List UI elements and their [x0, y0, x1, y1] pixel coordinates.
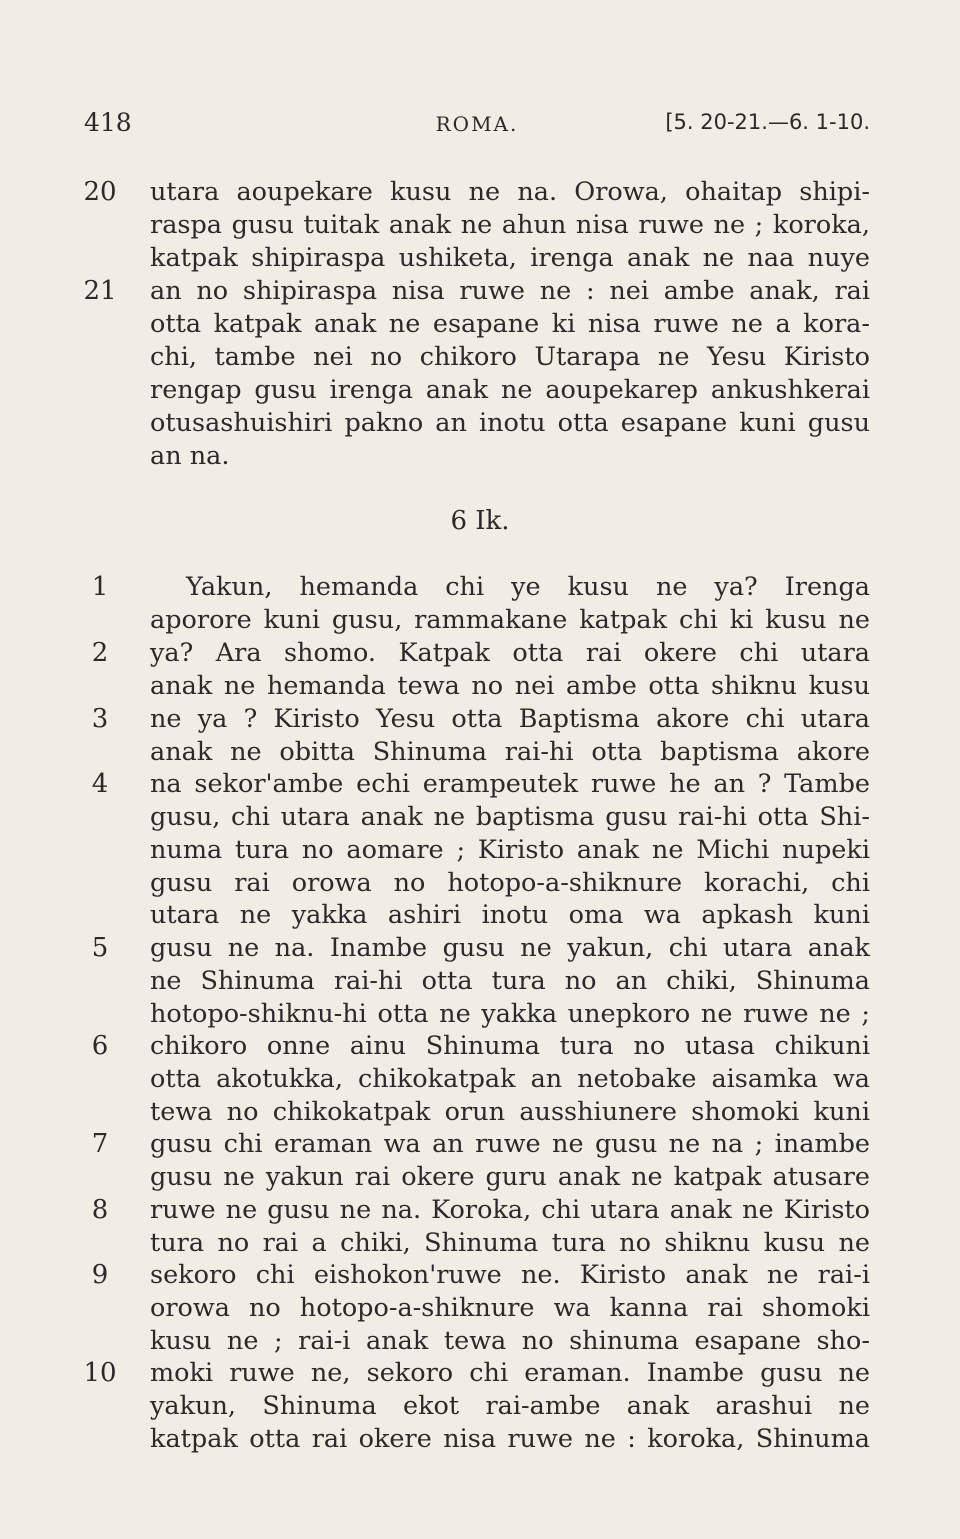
text-line: utara ne yakka ashiri inotu oma wa apkash kuni	[150, 900, 870, 930]
verse-number: 10	[83, 1358, 117, 1388]
text-line: otusashuishiri pakno an inotu otta esapane kuni gusu	[150, 408, 870, 438]
text-line: ne Shinuma rai-hi otta tura no an chiki, Shinuma	[150, 966, 870, 996]
text-line: yakun, Shinuma ekot rai-ambe anak arashui ne	[150, 1391, 870, 1421]
verse-number: 3	[91, 704, 109, 734]
verse-number: 1	[91, 572, 109, 602]
text-line: chikoro onne ainu Shinuma tura no utasa chikuni	[150, 1031, 870, 1061]
verse-number: 21	[83, 276, 117, 306]
text-line: gusu ne yakun rai okere guru anak ne katpak atusare	[150, 1162, 870, 1192]
page-number: 418	[84, 108, 132, 137]
text-line: sekoro chi eishokon'ruwe ne. Kiristo anak ne rai-i	[150, 1260, 870, 1290]
text-line: an no shipiraspa nisa ruwe ne : nei ambe anak, rai	[150, 276, 870, 306]
text-line: Yakun, hemanda chi ye kusu ne ya? Irenga	[186, 572, 870, 602]
text-line: moki ruwe ne, sekoro chi eraman. Inambe gusu ne	[150, 1358, 870, 1388]
text-line: katpak shipiraspa ushiketa, irenga anak ne naa nuye	[150, 243, 870, 273]
text-line: tura no rai a chiki, Shinuma tura no shiknu kusu ne	[150, 1228, 870, 1258]
text-line: gusu, chi utara anak ne baptisma gusu rai-hi otta Shi-	[150, 802, 870, 832]
text-line: an na.	[150, 441, 230, 471]
text-line: gusu chi eraman wa an ruwe ne gusu ne na ; inambe	[150, 1129, 870, 1159]
text-line: rengap gusu irenga anak ne aoupekarep ankushkerai	[150, 375, 870, 405]
text-line: utara aoupekare kusu ne na. Orowa, ohaitap shipi-	[150, 177, 870, 207]
text-line: kusu ne ; rai-i anak tewa no shinuma esapane sho-	[150, 1326, 870, 1356]
text-line: raspa gusu tuitak anak ne ahun nisa ruwe ne ; koroka,	[150, 210, 870, 240]
text-line: hotopo-shiknu-hi otta ne yakka unepkoro ne ruwe ne ;	[150, 999, 870, 1029]
text-line: ruwe ne gusu ne na. Koroka, chi utara anak ne Kiristo	[150, 1195, 870, 1225]
text-line: otta katpak anak ne esapane ki nisa ruwe ne a kora-	[150, 309, 870, 339]
verse-number: 4	[91, 769, 109, 799]
text-line: ya? Ara shomo. Katpak otta rai okere chi utara	[150, 638, 870, 668]
text-line: gusu rai orowa no hotopo-a-shiknure korachi, chi	[150, 868, 870, 898]
chapter-heading: 6 Ik.	[450, 506, 510, 536]
text-line: otta akotukka, chikokatpak an netobake aisamka wa	[150, 1064, 870, 1094]
text-line: aporore kuni gusu, rammakane katpak chi ki kusu ne	[150, 605, 870, 635]
verse-number: 9	[91, 1260, 109, 1290]
page-header	[84, 108, 870, 144]
text-line: anak ne obitta Shinuma rai-hi otta baptisma akore	[150, 737, 870, 767]
verse-number: 8	[91, 1195, 109, 1225]
text-line: chi, tambe nei no chikoro Utarapa ne Yesu Kiristo	[150, 342, 870, 372]
verse-number: 20	[83, 177, 117, 207]
text-line: numa tura no aomare ; Kiristo anak ne Michi nupeki	[150, 835, 870, 865]
text-line: anak ne hemanda tewa no nei ambe otta shiknu kusu	[150, 671, 870, 701]
running-title: ROMA.	[435, 112, 519, 136]
text-line: orowa no hotopo-a-shiknure wa kanna rai shomoki	[150, 1293, 870, 1323]
text-line: tewa no chikokatpak orun ausshiunere shomoki kuni	[150, 1097, 870, 1127]
verse-range-reference: [5. 20-21.—6. 1-10.	[665, 110, 870, 134]
verse-number: 2	[91, 638, 109, 668]
text-line: gusu ne na. Inambe gusu ne yakun, chi utara anak	[150, 933, 870, 963]
verse-number: 6	[91, 1031, 109, 1061]
verse-number: 5	[91, 933, 109, 963]
text-line: ne ya ? Kiristo Yesu otta Baptisma akore chi utara	[150, 704, 870, 734]
text-line: na sekor'ambe echi erampeutek ruwe he an ? Tambe	[150, 769, 870, 799]
text-line: katpak otta rai okere nisa ruwe ne : koroka, Shinuma	[150, 1424, 870, 1454]
verse-number: 7	[91, 1129, 109, 1159]
